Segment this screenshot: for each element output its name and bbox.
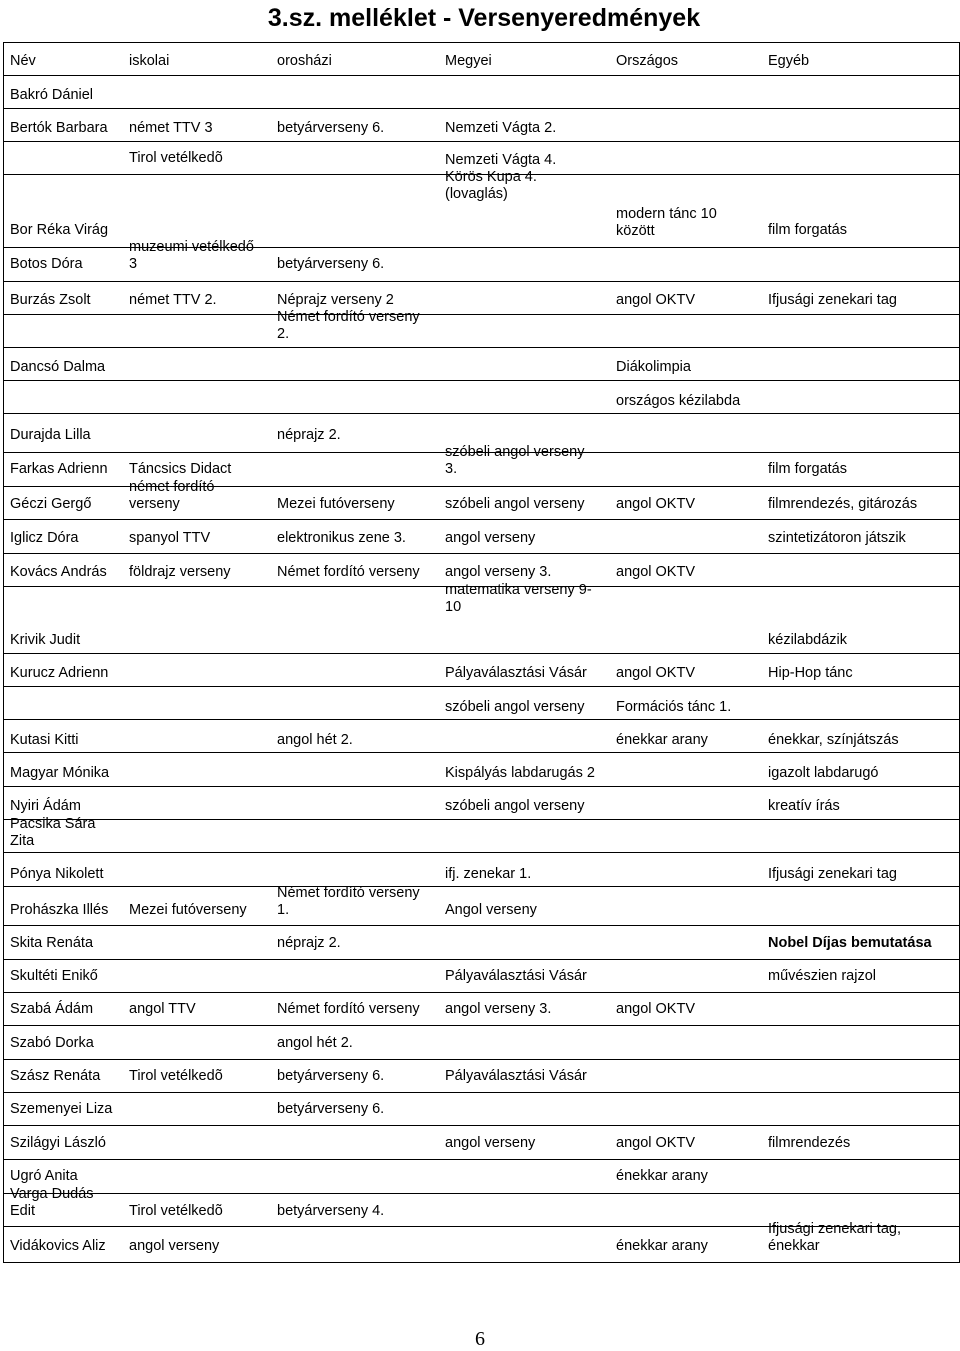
result-cell: angol OKTV — [616, 1001, 695, 1017]
result-cell: matematika verseny 9- 10 — [445, 582, 592, 615]
table-rule — [3, 519, 960, 520]
table-rule — [3, 992, 960, 993]
result-cell: betyárverseny 6. — [277, 1101, 385, 1117]
result-cell: földrajz verseny — [129, 564, 231, 580]
table-rule — [3, 42, 960, 43]
student-name: Pacsika Sára Zita — [10, 816, 96, 849]
table-rule — [3, 719, 960, 720]
column-header: Név — [10, 53, 36, 69]
student-name: Durajda Lilla — [10, 427, 91, 443]
page-number: 6 — [475, 1328, 485, 1350]
result-cell: betyárverseny 6. — [277, 1068, 385, 1084]
result-cell: Nemzeti Vágta 2. — [445, 120, 557, 136]
result-cell: angol verseny — [129, 1238, 220, 1254]
column-header: iskolai — [129, 53, 170, 69]
result-cell: Pályaválasztási Vásár — [445, 665, 587, 681]
student-name: Skita Renáta — [10, 935, 94, 951]
table-rule — [3, 686, 960, 687]
result-cell: angol verseny 3. — [445, 1001, 552, 1017]
result-cell: Angol verseny — [445, 902, 537, 918]
table-rule — [3, 108, 960, 109]
student-name: Vidákovics Aliz — [10, 1238, 106, 1254]
table-rule — [3, 314, 960, 315]
student-name: Farkas Adrienn — [10, 461, 108, 477]
result-cell: kreatív írás — [768, 798, 840, 814]
result-cell: angol verseny — [445, 530, 536, 546]
student-name: Prohászka Illés — [10, 902, 109, 918]
result-cell: Mezei futóverseny — [129, 902, 247, 918]
page-title: 3.sz. melléklet - Versenyeredmények — [267, 4, 701, 32]
table-rule — [3, 347, 960, 348]
result-cell: Nemzeti Vágta 4. Körös Kupa 4. (lovaglás) — [445, 152, 557, 202]
result-cell: német TTV 2. — [129, 292, 217, 308]
table-rule — [3, 1059, 960, 1060]
student-name: Ugró Anita — [10, 1168, 78, 1184]
student-name: Bakró Dániel — [10, 87, 94, 103]
result-cell: angol verseny — [445, 1135, 536, 1151]
student-name: Iglicz Dóra — [10, 530, 79, 546]
result-cell: Német fordító verseny 2. — [277, 309, 420, 342]
result-cell: Ifjusági zenekari tag — [768, 866, 897, 882]
result-cell: német fordító verseny — [129, 479, 215, 512]
result-cell: filmrendezés — [768, 1135, 851, 1151]
result-cell: angol hét 2. — [277, 732, 353, 748]
student-name: Bertók Barbara — [10, 120, 108, 136]
result-cell: szóbeli angol verseny — [445, 496, 585, 512]
result-cell: Mezei futóverseny — [277, 496, 395, 512]
result-cell: Tirol vetélkedõ — [129, 1203, 223, 1219]
result-cell: film forgatás — [768, 222, 847, 238]
result-cell: művészien rajzol — [768, 968, 876, 984]
result-cell: néprajz 2. — [277, 935, 341, 951]
result-cell: Német fordító verseny — [277, 564, 420, 580]
student-name: Szász Renáta — [10, 1068, 101, 1084]
table-rule — [3, 852, 960, 853]
student-name: Szemenyei Liza — [10, 1101, 113, 1117]
student-name: Skultéti Enikő — [10, 968, 98, 984]
result-cell: kézilabdázik — [768, 632, 847, 648]
result-cell: Formációs tánc 1. — [616, 699, 732, 715]
result-cell: elektronikus zene 3. — [277, 530, 406, 546]
student-name: Varga Dudás Edit — [10, 1186, 94, 1219]
result-cell: Pályaválasztási Vásár — [445, 1068, 587, 1084]
result-cell: angol OKTV — [616, 292, 695, 308]
table-rule — [3, 819, 960, 820]
table-border — [3, 42, 4, 1263]
result-cell: angol hét 2. — [277, 1035, 353, 1051]
result-cell: filmrendezés, gitározás — [768, 496, 918, 512]
result-cell: Német fordító verseny 1. — [277, 885, 420, 918]
result-cell: Ifjusági zenekari tag — [768, 292, 897, 308]
student-name: Magyar Mónika — [10, 765, 110, 781]
result-cell: néprajz 2. — [277, 427, 341, 443]
table-rule — [3, 380, 960, 381]
result-cell: Hip-Hop tánc — [768, 665, 853, 681]
table-rule — [3, 413, 960, 414]
table-rule — [3, 141, 960, 142]
table-rule — [3, 1159, 960, 1160]
table-rule — [3, 553, 960, 554]
student-name: Szabó Dorka — [10, 1035, 94, 1051]
result-cell: Kispályás labdarugás 2 — [445, 765, 595, 781]
result-cell: spanyol TTV — [129, 530, 211, 546]
result-cell: Ifjusági zenekari tag, énekkar — [768, 1221, 901, 1254]
student-name: Kurucz Adrienn — [10, 665, 109, 681]
table-rule — [3, 1193, 960, 1194]
student-name: Kutasi Kitti — [10, 732, 79, 748]
student-name: Nyiri Ádám — [10, 798, 81, 814]
table-rule — [3, 1125, 960, 1126]
student-name: Bor Réka Virág — [10, 222, 109, 238]
student-name: Botos Dóra — [10, 256, 83, 272]
result-cell: országos kézilabda — [616, 393, 741, 409]
student-name: Szilágyi László — [10, 1135, 106, 1151]
result-cell: angol OKTV — [616, 1135, 695, 1151]
result-cell: film forgatás — [768, 461, 847, 477]
result-cell: igazolt labdarugó — [768, 765, 879, 781]
table-rule — [3, 959, 960, 960]
result-cell: angol verseny 3. — [445, 564, 552, 580]
column-header: Megyei — [445, 53, 492, 69]
result-cell: Nobel Díjas bemutatása — [768, 935, 932, 951]
table-rule — [3, 886, 960, 887]
result-cell: énekkar, színjátszás — [768, 732, 899, 748]
result-cell: angol TTV — [129, 1001, 196, 1017]
result-cell: énekkar arany — [616, 1238, 708, 1254]
table-rule — [3, 281, 960, 282]
table-rule — [3, 1025, 960, 1026]
table-rule — [3, 752, 960, 753]
result-cell: német TTV 3 — [129, 120, 213, 136]
result-cell: betyárverseny 6. — [277, 120, 385, 136]
result-cell: szóbeli angol verseny — [445, 798, 585, 814]
student-name: Krivik Judit — [10, 632, 81, 648]
result-cell: angol OKTV — [616, 665, 695, 681]
result-cell: szóbeli angol verseny — [445, 699, 585, 715]
table-rule — [3, 75, 960, 76]
column-header: Országos — [616, 53, 679, 69]
student-name: Pónya Nikolett — [10, 866, 104, 882]
result-cell: modern tánc 10 között — [616, 206, 717, 239]
result-cell: betyárverseny 6. — [277, 256, 385, 272]
result-cell: Tirol vetélkedõ — [129, 150, 223, 166]
table-rule — [3, 925, 960, 926]
result-cell: szintetizátoron játszik — [768, 530, 906, 546]
table-rule — [3, 786, 960, 787]
student-name: Dancsó Dalma — [10, 359, 106, 375]
result-cell: betyárverseny 4. — [277, 1203, 385, 1219]
result-cell: Pályaválasztási Vásár — [445, 968, 587, 984]
result-cell: Tirol vetélkedõ — [129, 1068, 223, 1084]
column-header: Egyéb — [768, 53, 810, 69]
result-cell: Német fordító verseny — [277, 1001, 420, 1017]
student-name: Kovács András — [10, 564, 107, 580]
student-name: Géczi Gergő — [10, 496, 92, 512]
table-rule — [3, 1262, 960, 1263]
student-name: Burzás Zsolt — [10, 292, 91, 308]
column-header: orosházi — [277, 53, 332, 69]
result-cell: ifj. zenekar 1. — [445, 866, 532, 882]
result-cell: énekkar arany — [616, 732, 708, 748]
result-cell: Táncsics Didact — [129, 461, 232, 477]
result-cell: Néprajz verseny 2 — [277, 292, 394, 308]
result-cell: angol OKTV — [616, 496, 695, 512]
table-rule — [3, 653, 960, 654]
result-cell: Diákolimpia — [616, 359, 691, 375]
result-cell: énekkar arany — [616, 1168, 708, 1184]
result-cell: szóbeli angol verseny 3. — [445, 444, 585, 477]
result-cell: muzeumi vetélkedő 3 — [129, 239, 254, 272]
table-rule — [3, 1092, 960, 1093]
student-name: Szabá Ádám — [10, 1001, 94, 1017]
result-cell: angol OKTV — [616, 564, 695, 580]
